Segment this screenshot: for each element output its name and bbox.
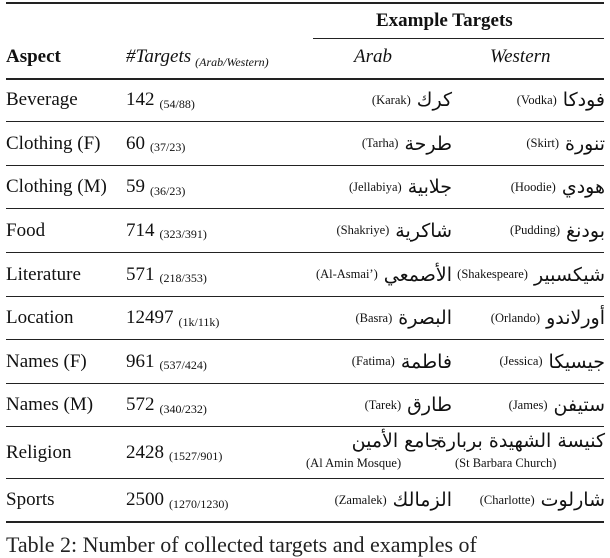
arab-example-english: (Karak): [371, 92, 411, 107]
table-row: [0, 166, 610, 208]
arab-example-arabic: كرك: [416, 89, 452, 111]
western-example-arabic: أورلاندو: [546, 307, 605, 329]
western-example-arabic: تنورة: [565, 132, 605, 155]
arab-example-arabic: شاكرية: [395, 219, 452, 242]
western-example-arabic: فودكا: [562, 89, 605, 111]
arab-example-cell: [365, 384, 452, 426]
top-rule: [6, 2, 604, 4]
arab-example-cell: [352, 340, 452, 383]
western-example-cell: [480, 479, 605, 521]
arab-example-cell: [349, 166, 452, 208]
western-example-arabic: بودنغ: [566, 219, 605, 242]
header-arab: Arab: [354, 46, 392, 67]
arab-example-english: (Tarha): [361, 136, 399, 150]
western-example-arabic: شيكسبير: [533, 263, 605, 286]
arab-example-english: (Basra): [355, 310, 393, 325]
arab-example-arabic: الزمالك: [392, 489, 452, 511]
aspect-cell: Religion: [6, 441, 72, 463]
western-example-english: (Skirt): [526, 136, 560, 150]
header-western: Western: [490, 46, 551, 67]
arab-example-english: (Al Amin Mosque): [306, 456, 402, 470]
count-split: (218/353): [159, 271, 207, 285]
western-example-english: (St Barbara Church): [455, 456, 557, 470]
table-row: [0, 297, 610, 339]
table-row: [0, 427, 610, 478]
arab-example-arabic: جلابية: [407, 176, 452, 198]
count-split: (1527/901): [169, 449, 223, 463]
arab-example-english: (Jellabiya): [348, 179, 402, 194]
count-cell: [126, 384, 207, 426]
arab-example-cell: [335, 479, 452, 521]
western-example-arabic: شارلوت: [540, 489, 605, 511]
table-row: [0, 479, 610, 521]
header-targets-label: #Targets: [126, 46, 192, 67]
table-row: [0, 253, 610, 296]
count-split: (36/23): [150, 183, 186, 198]
count-total: 12497: [126, 307, 174, 328]
count-cell: [126, 166, 185, 208]
group-rule: [313, 38, 604, 39]
arab-example-arabic: طرحة: [404, 132, 452, 155]
western-example-cell: [509, 384, 605, 426]
count-total: 142: [126, 89, 155, 110]
count-total: 2500: [126, 489, 164, 510]
count-cell: [126, 253, 207, 296]
western-example-english: (Orlando): [490, 310, 541, 325]
western-example-cell: [510, 209, 605, 252]
western-example-arabic: جيسيكا: [548, 350, 605, 373]
western-example-arabic: ستيفن: [553, 394, 605, 416]
count-total: 961: [126, 350, 155, 372]
western-example-cell: [491, 297, 605, 339]
count-cell: [126, 209, 207, 252]
header-targets-sub: (Arab/Western): [195, 55, 269, 69]
western-example-cell: [526, 122, 605, 165]
western-example-arabic: كنيسة الشهيدة بربارة: [436, 430, 605, 452]
arab-example-english: (Zamalek): [334, 492, 387, 507]
aspect-cell: Names (F): [6, 350, 87, 372]
count-cell: [126, 297, 219, 339]
arab-example-cell: [362, 122, 452, 165]
western-example-english: (Charlotte): [479, 492, 535, 507]
table-caption: Table 2: Number of collected targets and examples of: [6, 532, 477, 557]
aspect-cell: Clothing (M): [6, 176, 107, 197]
bottom-rule: [6, 521, 604, 523]
header-targets: [126, 46, 269, 68]
western-example-cell: [517, 79, 605, 121]
count-total: 60: [126, 132, 145, 154]
arab-example-arabic: طارق: [407, 394, 452, 416]
count-cell: [126, 79, 195, 121]
count-total: 572: [126, 394, 155, 415]
count-total: 59: [126, 176, 145, 197]
western-example-english: (Shakespeare): [457, 267, 528, 281]
count-split: (323/391): [159, 227, 207, 241]
arab-example-english: (Shakriye): [336, 223, 390, 237]
count-split: (1k/11k): [178, 314, 220, 329]
arab-example-english: (Tarek): [364, 397, 402, 412]
arab-example-cell: [372, 79, 452, 121]
aspect-cell: Literature: [6, 263, 81, 285]
count-split: (54/88): [159, 96, 195, 111]
aspect-cell: Sports: [6, 489, 55, 510]
count-cell: [126, 122, 185, 165]
arab-example-english: (Al-Asmai’): [315, 267, 378, 281]
table-row: [0, 340, 610, 383]
table-row: [0, 79, 610, 121]
western-example-cell: [500, 340, 606, 383]
western-example-english: (Hoodie): [510, 179, 556, 194]
group-title: Example Targets: [376, 10, 513, 31]
arab-example-arabic: فاطمة: [400, 350, 452, 373]
western-example-cell: [511, 166, 605, 208]
aspect-cell: Food: [6, 219, 46, 241]
western-example-english: (Jessica): [499, 354, 543, 368]
arab-example-cell: [355, 297, 452, 339]
western-example-english: (Pudding): [510, 223, 561, 237]
count-total: 571: [126, 263, 155, 285]
table-row: [0, 209, 610, 252]
western-example-english: (Vodka): [516, 92, 557, 107]
aspect-cell: Location: [6, 307, 74, 328]
count-total: 2428: [126, 441, 164, 463]
aspect-cell: Names (M): [6, 394, 94, 415]
arab-example-arabic: الأصمعي: [383, 263, 452, 286]
western-example-arabic: هودي: [561, 176, 605, 198]
table-row: [0, 122, 610, 165]
western-example-cell: [457, 253, 605, 296]
arab-example-english: (Fatima): [351, 354, 395, 368]
arab-example-arabic: البصرة: [398, 307, 452, 329]
count-cell: [126, 427, 222, 478]
count-cell: [126, 340, 207, 383]
count-split: (537/424): [159, 358, 207, 372]
arab-example-cell: [316, 253, 452, 296]
arab-example-cell: [337, 209, 452, 252]
count-split: (37/23): [150, 140, 186, 154]
count-split: (340/232): [159, 401, 207, 416]
arab-example-arabic: جامع الأمين: [351, 430, 442, 452]
count-total: 714: [126, 219, 155, 241]
aspect-cell: Beverage: [6, 89, 78, 110]
count-split: (1270/1230): [169, 496, 229, 511]
table-row: [0, 384, 610, 426]
aspect-cell: Clothing (F): [6, 132, 101, 154]
header-aspect: Aspect: [6, 46, 61, 67]
western-example-english: (James): [508, 397, 548, 412]
count-cell: [126, 479, 228, 521]
